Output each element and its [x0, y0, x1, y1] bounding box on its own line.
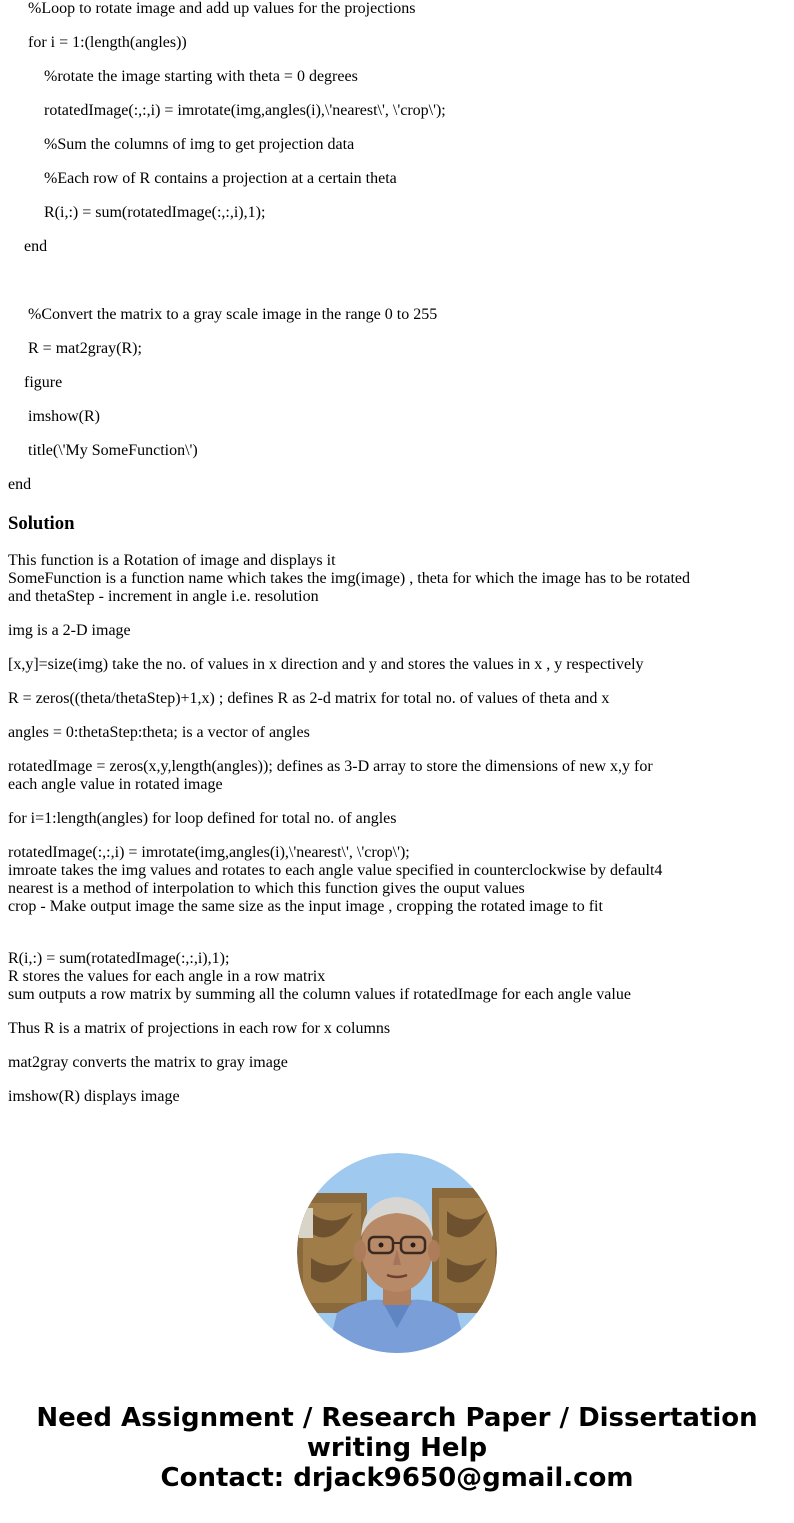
- solution-line: mat2gray converts the matrix to gray image: [8, 1054, 288, 1071]
- code-line: %Loop to rotate image and add up values for the projections: [28, 0, 416, 17]
- solution-paragraph: [8, 758, 708, 794]
- solution-line: This function is a Rotation of image and displays it: [8, 552, 336, 569]
- avatar: [297, 1153, 497, 1353]
- code-line: end: [8, 476, 32, 493]
- solution-paragraph: [8, 552, 708, 606]
- banner-line: writing Help: [306, 1433, 488, 1463]
- solution-line: imroate takes the img values and rotates to each angle value specified in counterclockwise by default4: [8, 862, 663, 879]
- banner-line: Need Assignment / Research Paper / Dissertation: [36, 1403, 758, 1433]
- solution-line: and thetaStep - increment in angle i.e. resolution: [8, 588, 319, 605]
- solution-line: nearest is a method of interpolation to which this function gives the ouput values: [8, 880, 525, 897]
- code-line: %rotate the image starting with theta = 0 degrees: [44, 68, 358, 85]
- solution-line: each angle value in rotated image: [8, 776, 223, 793]
- solution-line: Thus R is a matrix of projections in each row for x columns: [8, 1020, 391, 1037]
- code-line: %Each row of R contains a projection at a certain theta: [44, 170, 397, 187]
- solution-line: R = zeros((theta/thetaStep)+1,x) ; defines R as 2-d matrix for total no. of values of theta and x: [8, 690, 610, 707]
- code-line: title(\'My SomeFunction\'): [28, 442, 198, 459]
- solution-paragraph: [8, 1020, 708, 1038]
- solution-line: img is a 2-D image: [8, 622, 131, 639]
- code-line: imshow(R): [28, 408, 100, 425]
- code-line: figure: [24, 374, 63, 391]
- avatar-portrait-icon: [297, 1153, 497, 1353]
- solution-line: rotatedImage = zeros(x,y,length(angles)); defines as 3-D array to store the dimensions of new x,y for: [8, 758, 653, 775]
- contact-banner: [0, 1403, 794, 1493]
- solution-line: for i=1:length(angles) for loop defined for total no. of angles: [8, 810, 397, 827]
- solution-line: R(i,:) = sum(rotatedImage(:,:,i),1);: [8, 950, 230, 967]
- solution-paragraph: [8, 844, 708, 916]
- code-line: rotatedImage(:,:,i) = imrotate(img,angles(i),\'nearest\', \'crop\');: [44, 102, 446, 119]
- solution-paragraph: [8, 690, 708, 708]
- solution-paragraph: [8, 622, 708, 640]
- code-line: R = mat2gray(R);: [28, 340, 142, 357]
- solution-body: [8, 552, 708, 1122]
- solution-line: [x,y]=size(img) take the no. of values in x direction and y and stores the values in x , y respectively: [8, 656, 644, 673]
- code-line: for i = 1:(length(angles)): [28, 34, 187, 51]
- solution-line: sum outputs a row matrix by summing all the column values if rotatedImage for each angle value: [8, 986, 631, 1003]
- solution-paragraph: [8, 950, 708, 1004]
- solution-paragraph: [8, 810, 708, 828]
- solution-paragraph: [8, 656, 708, 674]
- solution-paragraph: [8, 1054, 708, 1072]
- code-line: end: [24, 238, 48, 255]
- solution-line: SomeFunction is a function name which takes the img(image) , theta for which the image has to be rotated: [8, 570, 691, 587]
- solution-line: angles = 0:thetaStep:theta; is a vector of angles: [8, 724, 310, 741]
- solution-line: crop - Make output image the same size as the input image , cropping the rotated image to fit: [8, 898, 603, 915]
- solution-line: imshow(R) displays image: [8, 1088, 180, 1105]
- code-line: %Convert the matrix to a gray scale image in the range 0 to 255: [28, 306, 438, 323]
- code-line: R(i,:) = sum(rotatedImage(:,:,i),1);: [44, 204, 266, 221]
- solution-paragraph: [8, 1088, 708, 1106]
- contact-email-link[interactable]: Contact: drjack9650@gmail.com: [160, 1463, 634, 1493]
- solution-heading: Solution: [8, 513, 75, 534]
- solution-line: R stores the values for each angle in a row matrix: [8, 968, 326, 985]
- solution-line: rotatedImage(:,:,i) = imrotate(img,angles(i),\'nearest\', \'crop\');: [8, 844, 410, 861]
- solution-paragraph: [8, 724, 708, 742]
- code-line: %Sum the columns of img to get projection data: [44, 136, 355, 153]
